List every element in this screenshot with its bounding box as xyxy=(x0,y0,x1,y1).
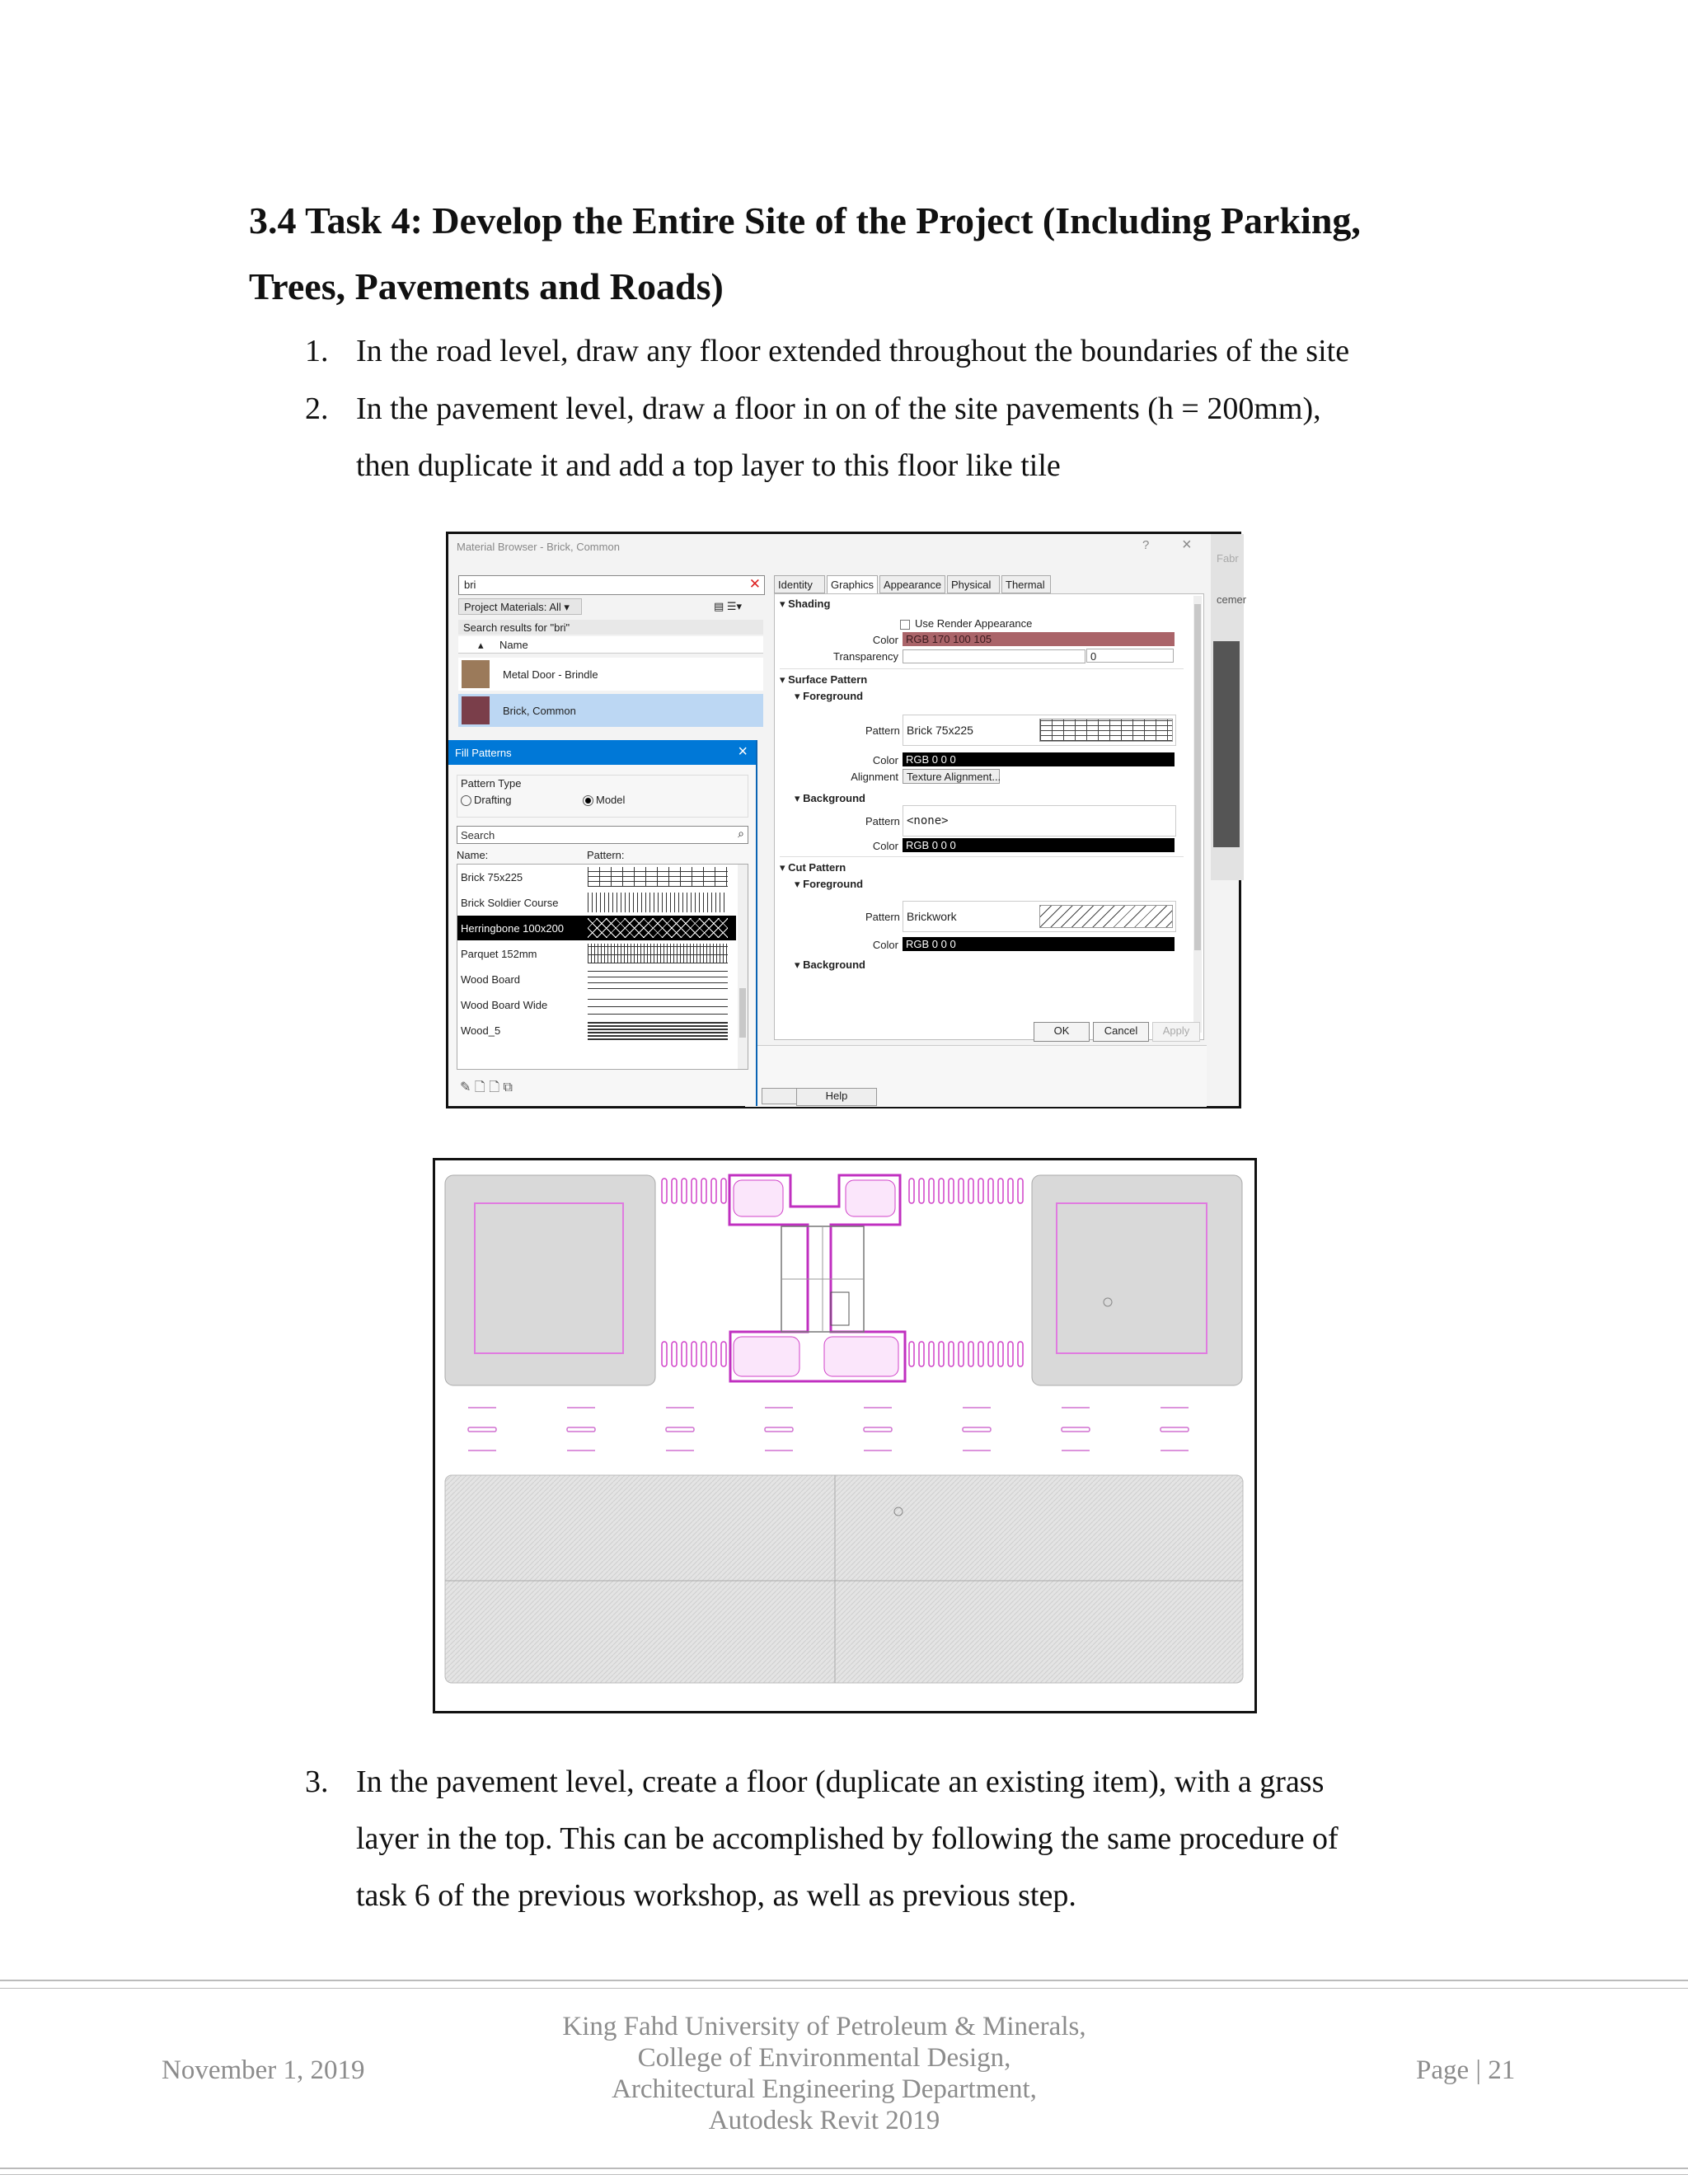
cut-fg-pattern-field[interactable] xyxy=(903,901,1176,932)
footer-rule-top-2 xyxy=(0,1988,1688,1989)
pattern-name: Parquet 152mm xyxy=(461,948,537,960)
step-text-line: In the road level, draw any floor extended throughout the boundaries of the site xyxy=(356,334,1350,368)
foreground-label: Foreground xyxy=(803,690,864,702)
graphics-panel xyxy=(774,593,1204,1040)
material-name: Brick, Common xyxy=(503,705,576,717)
window-title: Material Browser - Brick, Common xyxy=(457,541,620,553)
pattern-label: Pattern xyxy=(865,724,900,737)
brickwork-pattern-preview xyxy=(1039,905,1173,928)
fill-patterns-titlebar xyxy=(448,740,756,765)
fg-color-swatch[interactable]: RGB 0 0 0 xyxy=(903,752,1175,766)
new-pattern-icon[interactable]: 🗋 xyxy=(474,1080,485,1094)
pattern-type-label: Pattern Type xyxy=(461,777,522,790)
pattern-preview xyxy=(588,893,728,912)
collapse-icon: ▾ xyxy=(795,878,804,890)
site-plan-figure xyxy=(433,1158,1257,1713)
close-icon[interactable]: × xyxy=(738,743,748,761)
help-button[interactable]: Help xyxy=(796,1088,877,1106)
close-icon[interactable]: × xyxy=(1182,536,1192,554)
collapse-icon: ▾ xyxy=(795,690,804,702)
pattern-name: Brick 75x225 xyxy=(461,871,523,883)
step-number: 1. xyxy=(305,334,329,368)
background-header[interactable] xyxy=(795,792,865,805)
pattern-label: Pattern xyxy=(865,815,900,827)
pattern-name: Herringbone 100x200 xyxy=(461,922,565,935)
fill-patterns-dialog xyxy=(448,740,757,1106)
collapse-icon: ▾ xyxy=(780,673,789,686)
footer-line: Autodesk Revit 2019 xyxy=(708,2106,940,2135)
fg-pattern-name: Brick 75x225 xyxy=(907,724,973,737)
bg-pattern-name: <none> xyxy=(907,814,949,827)
footer-line: King Fahd University of Petroleum & Minerals, xyxy=(562,2012,1086,2041)
transparency-input[interactable]: 0 xyxy=(1086,649,1174,663)
material-thumbnail xyxy=(462,696,490,724)
brick-pattern-preview xyxy=(1039,719,1173,742)
step-text-line: then duplicate it and add a top layer to this floor like tile xyxy=(356,448,1061,483)
tab-physical[interactable]: Physical xyxy=(947,575,1000,593)
collapse-icon: ▾ xyxy=(795,958,804,971)
tab-identity[interactable]: Identity xyxy=(774,575,825,593)
collapse-icon: ▾ xyxy=(795,792,804,804)
tab-thermal[interactable]: Thermal xyxy=(1001,575,1051,593)
clear-search-icon[interactable]: ✕ xyxy=(748,576,761,592)
cut-fg-color-swatch[interactable]: RGB 0 0 0 xyxy=(903,937,1175,951)
cut-pattern-header[interactable] xyxy=(780,861,846,874)
shading-header[interactable] xyxy=(780,598,830,611)
shading-color-swatch[interactable]: RGB 170 100 105 xyxy=(903,632,1175,646)
scrollbar-thumb[interactable] xyxy=(1194,604,1201,950)
step-text-line: layer in the top. This can be accomplished by following the same procedure of xyxy=(356,1821,1339,1856)
cut-foreground-label: Foreground xyxy=(803,878,864,890)
pattern-list-item-selected[interactable] xyxy=(457,916,736,940)
color-label: Color xyxy=(872,840,898,852)
edit-icon[interactable]: ✎ xyxy=(460,1080,471,1094)
cut-pattern-label: Cut Pattern xyxy=(788,861,846,874)
side-fragment: Fabr xyxy=(1217,552,1239,565)
pattern-preview xyxy=(588,918,728,938)
pattern-label: Pattern xyxy=(865,911,900,923)
step-text-line: In the pavement level, draw a floor in on of the site pavements (h = 200mm), xyxy=(356,391,1321,426)
name-column-header[interactable] xyxy=(458,636,763,654)
chevron-down-icon: ▾ xyxy=(564,601,570,613)
pattern-preview xyxy=(588,995,728,1015)
pattern-preview xyxy=(588,867,728,887)
pattern-list-scrollbar[interactable] xyxy=(738,865,748,1069)
pattern-list-item[interactable] xyxy=(457,992,736,1017)
drafting-label: Drafting xyxy=(474,794,512,806)
drafting-radio[interactable] xyxy=(461,794,512,806)
section-heading xyxy=(249,188,1452,320)
footer-date: November 1, 2019 xyxy=(162,2055,365,2085)
tab-graphics[interactable]: Graphics xyxy=(827,575,878,593)
shading-header-label: Shading xyxy=(788,598,831,610)
color-label: Color xyxy=(872,634,898,646)
side-fragment: cemer xyxy=(1217,593,1247,606)
pattern-type-group xyxy=(457,775,748,818)
ok-button[interactable]: OK xyxy=(1034,1022,1090,1042)
material-thumbnail xyxy=(462,660,490,688)
background-label: Background xyxy=(803,792,865,804)
cut-background-header[interactable] xyxy=(795,958,865,972)
pattern-list-item[interactable] xyxy=(457,890,736,915)
pattern-name: Wood Board xyxy=(461,973,521,986)
cut-background-label: Background xyxy=(803,958,865,971)
color-label: Color xyxy=(872,754,898,766)
material-name: Metal Door - Brindle xyxy=(503,668,598,681)
pattern-name: Wood_5 xyxy=(461,1024,501,1037)
paved-area xyxy=(445,1475,1243,1683)
search-results-label: Search results for "bri" xyxy=(458,620,763,635)
material-search-input[interactable] xyxy=(458,575,765,595)
pattern-preview xyxy=(588,944,728,963)
apply-button[interactable]: Apply xyxy=(1152,1022,1200,1042)
sort-icon: ▴ xyxy=(478,639,484,651)
foreground-header[interactable] xyxy=(795,690,863,703)
search-icon: ⌕ xyxy=(738,827,744,840)
transparency-slider[interactable] xyxy=(903,649,1085,663)
heading-line-1: 3.4 Task 4: Develop the Entire Site of the Project (Including Parking, xyxy=(249,199,1361,241)
bg-color-swatch[interactable]: RGB 0 0 0 xyxy=(903,838,1175,852)
texture-alignment-button[interactable]: Texture Alignment... xyxy=(903,769,1000,784)
cancel-button[interactable]: Cancel xyxy=(1093,1022,1149,1042)
name-col-label: Name xyxy=(499,639,528,651)
pattern-list-item[interactable] xyxy=(457,941,736,966)
search-value: bri xyxy=(464,579,476,591)
step-text-line: task 6 of the previous workshop, as well as previous step. xyxy=(356,1878,1076,1913)
name-column-label: Name: xyxy=(457,849,489,861)
model-radio[interactable] xyxy=(583,794,625,806)
model-label: Model xyxy=(596,794,626,806)
delete-pattern-icon[interactable]: 🗋 xyxy=(489,1080,500,1094)
pattern-preview xyxy=(588,969,728,989)
step-number: 2. xyxy=(305,391,329,426)
pattern-name: Brick Soldier Course xyxy=(461,897,559,909)
footer-rule-bottom-2 xyxy=(0,2174,1688,2175)
material-list-item[interactable] xyxy=(458,658,763,691)
fg-pattern-field[interactable] xyxy=(903,715,1176,746)
material-browser-figure xyxy=(446,532,1247,1108)
cut-foreground-header[interactable] xyxy=(795,878,863,891)
color-label: Color xyxy=(872,939,898,951)
pattern-tools xyxy=(460,1078,513,1100)
pattern-list-item[interactable] xyxy=(457,967,736,991)
surface-pattern-label: Surface Pattern xyxy=(788,673,868,686)
view-options-icon[interactable]: ▤ ☰▾ xyxy=(714,600,743,612)
footer-page-number: Page | 21 xyxy=(1416,2055,1516,2085)
use-render-checkbox[interactable] xyxy=(900,617,1032,630)
tab-appearance[interactable]: Appearance xyxy=(879,575,945,593)
footer-rule-bottom xyxy=(0,2168,1688,2169)
pattern-preview xyxy=(588,1020,728,1040)
pattern-search-input[interactable] xyxy=(457,826,748,844)
help-icon[interactable]: ? xyxy=(1142,538,1150,552)
use-render-label: Use Render Appearance xyxy=(915,617,1033,630)
search-placeholder: Search xyxy=(461,829,495,841)
heading-line-2: Trees, Pavements and Roads) xyxy=(249,265,724,307)
scrollbar[interactable] xyxy=(1193,596,1202,1033)
pattern-list-item[interactable] xyxy=(457,1018,736,1043)
dropdown-label: Project Materials: All xyxy=(464,601,561,613)
site-plan-drawing xyxy=(435,1160,1254,1711)
footer-institution xyxy=(495,2011,1154,2136)
pattern-list xyxy=(457,864,748,1070)
project-materials-dropdown[interactable] xyxy=(458,598,582,615)
cut-fg-pattern-name: Brickwork xyxy=(907,910,957,923)
duplicate-pattern-icon[interactable]: ⧉ xyxy=(503,1080,513,1094)
step-text-line: In the pavement level, create a floor (duplicate an existing item), with a grass xyxy=(356,1765,1325,1799)
collapse-icon: ▾ xyxy=(780,861,789,874)
pattern-name: Wood Board Wide xyxy=(461,999,548,1011)
step-number: 3. xyxy=(305,1765,329,1799)
footer-line: Architectural Engineering Department, xyxy=(612,2074,1037,2104)
transparency-label: Transparency xyxy=(833,650,898,663)
pattern-list-item[interactable] xyxy=(457,865,736,889)
material-list-item-selected[interactable] xyxy=(458,694,763,727)
surface-pattern-header[interactable] xyxy=(780,673,867,687)
fill-patterns-title: Fill Patterns xyxy=(455,747,512,759)
alignment-label: Alignment xyxy=(851,771,898,783)
footer-rule-top xyxy=(0,1980,1688,1981)
pattern-column-label: Pattern: xyxy=(587,849,625,861)
footer-line: College of Environmental Design, xyxy=(637,2043,1011,2073)
bg-pattern-field[interactable] xyxy=(903,805,1176,837)
collapse-icon: ▾ xyxy=(780,598,789,610)
